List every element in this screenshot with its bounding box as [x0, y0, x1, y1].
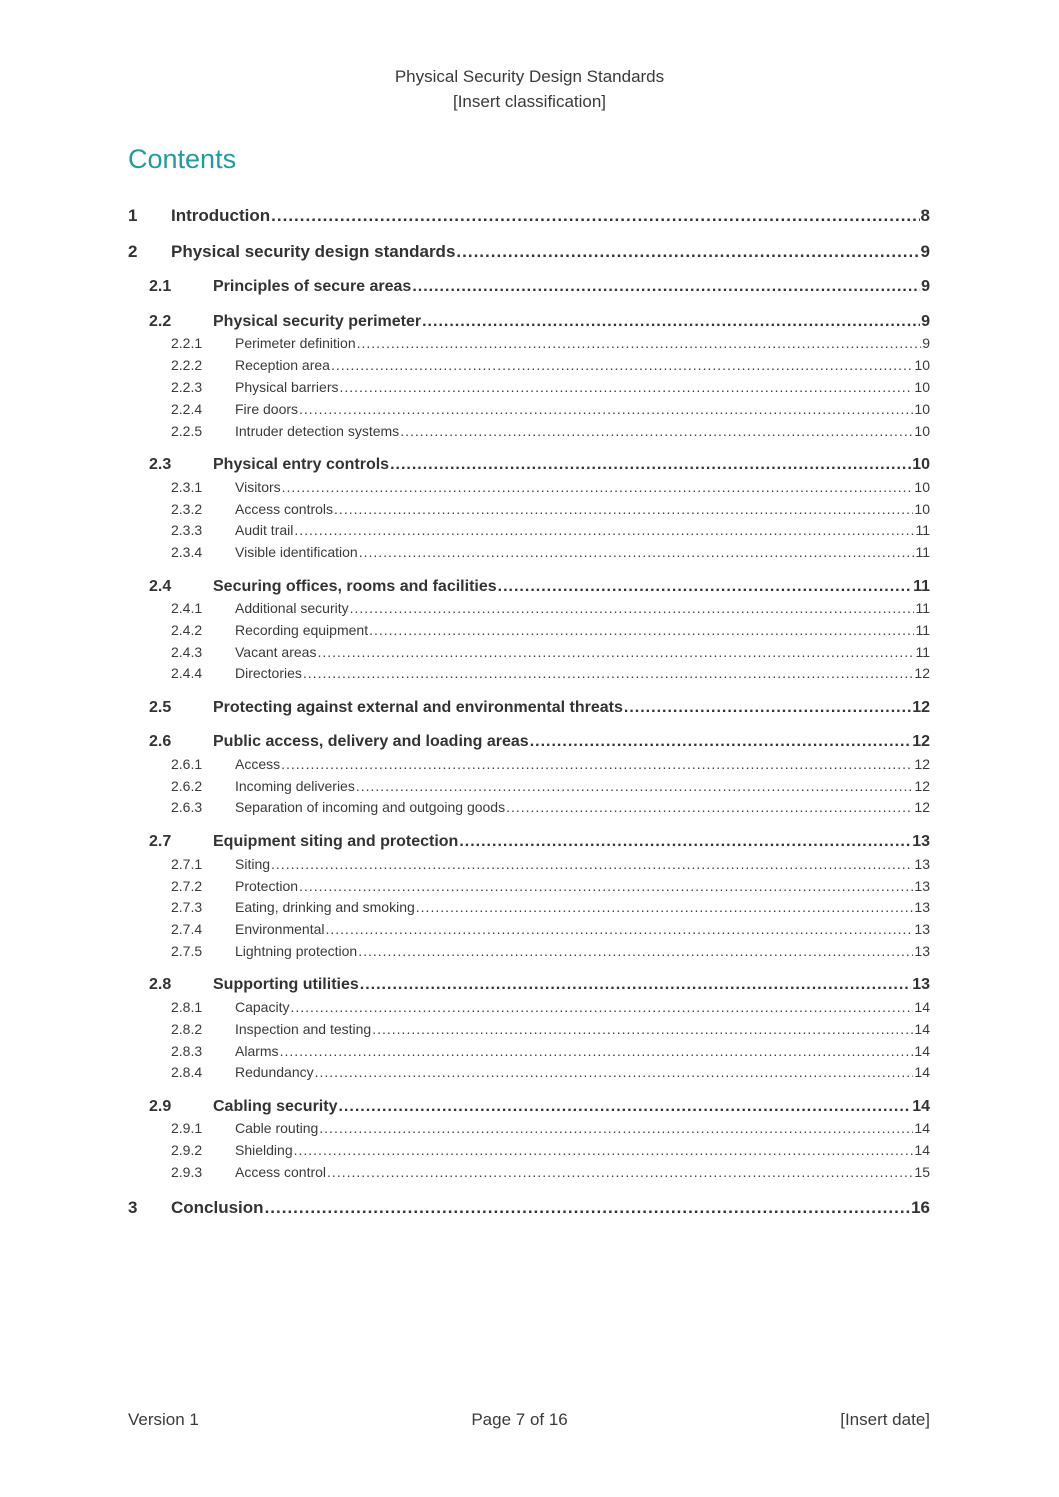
toc-dot-leader [315, 1064, 914, 1080]
toc-entry-page: 9 [920, 242, 930, 261]
toc-entry-level-3[interactable] [128, 856, 930, 872]
toc-entry-level-2[interactable] [128, 733, 930, 751]
toc-entry-page: 12 [912, 733, 930, 750]
toc-entry-page: 12 [914, 799, 930, 815]
toc-entry-level-3[interactable] [128, 357, 930, 373]
toc-entry-title: Cable routing [235, 1120, 319, 1136]
toc-entry-title: Inspection and testing [235, 1021, 372, 1037]
toc-entry-title: Additional security [235, 600, 349, 616]
toc-entry-number: 2.7.4 [171, 921, 235, 937]
toc-entry-page: 15 [914, 1164, 930, 1180]
toc-entry-page: 11 [915, 622, 930, 638]
toc-entry-page: 10 [914, 479, 930, 495]
toc-entry-page: 12 [914, 665, 930, 681]
toc-dot-leader [271, 856, 913, 872]
toc-dot-leader [317, 644, 914, 660]
toc-entry-title: Lightning protection [235, 943, 358, 959]
toc-entry-title: Vacant areas [235, 644, 317, 660]
toc-entry-title: Perimeter definition [235, 335, 356, 351]
footer-version: Version 1 [128, 1410, 199, 1429]
header-title: Physical Security Design Standards [394, 67, 665, 86]
toc-dot-leader [358, 943, 913, 959]
toc-entry-number: 2.3 [149, 456, 213, 474]
toc-entry-page: 14 [914, 1120, 930, 1136]
toc-dot-leader [416, 899, 914, 915]
toc-entry-title: Equipment siting and protection [213, 833, 459, 850]
toc-entry-level-3[interactable] [128, 999, 930, 1015]
toc-entry-title: Principles of secure areas [213, 278, 412, 295]
toc-entry-number: 2.6.3 [171, 799, 235, 815]
toc-entry-title: Directories [235, 665, 302, 681]
toc-entry-title: Shielding [235, 1142, 293, 1158]
toc-entry-page: 12 [914, 756, 930, 772]
toc-dot-leader [282, 479, 914, 495]
toc-entry-number: 2.9.3 [171, 1164, 235, 1180]
document-footer [128, 1410, 930, 1430]
toc-entry-title: Access controls [235, 501, 334, 517]
toc-entry-number: 2.4.3 [171, 644, 235, 660]
toc-dot-leader [271, 206, 919, 226]
toc-entry-page: 12 [912, 699, 930, 716]
toc-entry-title: Siting [235, 856, 271, 872]
toc-entry-title: Fire doors [235, 401, 299, 417]
toc-entry-title: Protection [235, 878, 299, 894]
toc-entry-page: 9 [922, 335, 930, 351]
toc-entry-level-3[interactable] [128, 423, 930, 439]
toc-entry-title: Capacity [235, 999, 290, 1015]
toc-entry-page: 14 [912, 1098, 930, 1115]
toc-entry-level-3[interactable] [128, 622, 930, 638]
toc-dot-leader [400, 423, 913, 439]
toc-dot-leader [360, 976, 911, 994]
toc-entry-page: 10 [912, 456, 930, 473]
toc-entry-level-3[interactable] [128, 522, 930, 538]
toc-entry-level-3[interactable] [128, 401, 930, 417]
toc-dot-leader [338, 1098, 911, 1116]
toc-dot-leader [372, 1021, 913, 1037]
toc-entry-number: 2.9.1 [171, 1120, 235, 1136]
toc-entry-level-2[interactable] [128, 833, 930, 851]
toc-dot-leader [299, 401, 913, 417]
toc-entry-number: 2.8.4 [171, 1064, 235, 1080]
toc-dot-leader [350, 600, 915, 616]
toc-entry-number: 2.2.3 [171, 379, 235, 395]
toc-entry-title: Access control [235, 1164, 327, 1180]
toc-entry-title: Conclusion [171, 1198, 264, 1217]
toc-entry-number: 2.3.1 [171, 479, 235, 495]
toc-dot-leader [339, 379, 913, 395]
toc-entry-number: 2.4.4 [171, 665, 235, 681]
toc-entry-number: 2.6.2 [171, 778, 235, 794]
toc-entry-page: 13 [912, 976, 930, 993]
toc-entry-title: Environmental [235, 921, 325, 937]
toc-entry-number: 2.7.3 [171, 899, 235, 915]
toc-entry-number: 2 [128, 242, 171, 262]
toc-dot-leader [459, 833, 911, 851]
toc-entry-page: 12 [914, 778, 930, 794]
toc-entry-number: 2.8.2 [171, 1021, 235, 1037]
toc-dot-leader [412, 278, 920, 296]
toc-dot-leader [265, 1198, 911, 1218]
footer-page-number: Page 7 of 16 [471, 1410, 568, 1429]
toc-dot-leader [294, 522, 914, 538]
toc-entry-number: 2.2.5 [171, 423, 235, 439]
toc-dot-leader [299, 878, 913, 894]
toc-entry-level-2[interactable] [128, 1098, 930, 1116]
toc-dot-leader [624, 699, 911, 717]
toc-entry-title: Reception area [235, 357, 330, 373]
toc-dot-leader [326, 921, 914, 937]
toc-entry-title: Recording equipment [235, 622, 369, 638]
toc-entry-number: 3 [128, 1198, 171, 1218]
toc-entry-page: 11 [915, 644, 930, 660]
toc-entry-title: Cabling security [213, 1098, 338, 1115]
toc-entry-level-2[interactable] [128, 976, 930, 994]
toc-entry-level-3[interactable] [128, 921, 930, 937]
document-header [0, 64, 1059, 114]
toc-entry-level-3[interactable] [128, 1043, 930, 1059]
toc-entry-number: 2.1 [149, 278, 213, 296]
toc-entry-number: 2.2.1 [171, 335, 235, 351]
toc-dot-leader [334, 501, 913, 517]
toc-entry-level-3[interactable] [128, 479, 930, 495]
toc-entry-title: Securing offices, rooms and facilities [213, 578, 497, 595]
toc-dot-leader [327, 1164, 913, 1180]
toc-entry-page: 14 [914, 1043, 930, 1059]
toc-entry-title: Public access, delivery and loading areas [213, 733, 529, 750]
toc-entry-level-3[interactable] [128, 1064, 930, 1080]
toc-entry-page: 13 [914, 878, 930, 894]
toc-entry-number: 2.7 [149, 833, 213, 851]
toc-dot-leader [290, 999, 913, 1015]
toc-entry-page: 13 [914, 856, 930, 872]
toc-entry-page: 10 [914, 401, 930, 417]
toc-entry-number: 2.4.1 [171, 600, 235, 616]
toc-entry-page: 10 [914, 423, 930, 439]
toc-entry-page: 11 [915, 600, 930, 616]
toc-entry-level-2[interactable] [128, 313, 930, 331]
toc-entry-page: 11 [913, 578, 930, 595]
page-title: Contents [128, 144, 237, 174]
toc-entry-level-3[interactable] [128, 899, 930, 915]
toc-dot-leader [280, 1043, 914, 1059]
toc-entry-level-3[interactable] [128, 544, 930, 560]
toc-dot-leader [319, 1120, 913, 1136]
toc-entry-level-3[interactable] [128, 379, 930, 395]
toc-entry-level-2[interactable] [128, 699, 930, 717]
toc-entry-title: Physical security perimeter [213, 313, 422, 330]
toc-entry-page: 9 [921, 313, 930, 330]
toc-entry-title: Eating, drinking and smoking [235, 899, 415, 915]
toc-entry-level-3[interactable] [128, 644, 930, 660]
toc-entry-title: Incoming deliveries [235, 778, 355, 794]
toc-entry-title: Visible identification [235, 544, 358, 560]
toc-entry-number: 2.7.2 [171, 878, 235, 894]
toc-entry-level-2[interactable] [128, 278, 930, 296]
toc-entry-page: 13 [914, 899, 930, 915]
toc-dot-leader [303, 665, 914, 681]
toc-dot-leader [331, 357, 913, 373]
toc-entry-number: 2.6.1 [171, 756, 235, 772]
toc-dot-leader [422, 313, 920, 331]
toc-entry-number: 2.2.2 [171, 357, 235, 373]
footer-date: [Insert date] [840, 1410, 930, 1429]
toc-entry-title: Physical security design standards [171, 242, 456, 261]
toc-entry-title: Protecting against external and environmental threats [213, 699, 623, 716]
toc-entry-number: 2.9.2 [171, 1142, 235, 1158]
toc-entry-page: 14 [914, 1064, 930, 1080]
toc-entry-page: 9 [921, 278, 930, 295]
toc-entry-page: 13 [912, 833, 930, 850]
toc-entry-title: Physical entry controls [213, 456, 390, 473]
toc-entry-page: 11 [915, 544, 930, 560]
toc-entry-page: 13 [914, 921, 930, 937]
toc-dot-leader [294, 1142, 914, 1158]
toc-dot-leader [359, 544, 915, 560]
toc-entry-number: 2.7.5 [171, 943, 235, 959]
toc-entry-number: 2.4.2 [171, 622, 235, 638]
toc-entry-level-3[interactable] [128, 1164, 930, 1180]
toc-entry-title: Audit trail [235, 522, 294, 538]
toc-entry-level-3[interactable] [128, 756, 930, 772]
toc-entry-title: Access [235, 756, 281, 772]
toc-entry-number: 2.3.2 [171, 501, 235, 517]
toc-entry-level-1[interactable] [128, 1198, 930, 1218]
toc-entry-number: 2.7.1 [171, 856, 235, 872]
toc-entry-number: 2.9 [149, 1098, 213, 1116]
toc-entry-title: Redundancy [235, 1064, 314, 1080]
toc-entry-number: 2.3.3 [171, 522, 235, 538]
toc-dot-leader [281, 756, 913, 772]
toc-entry-level-3[interactable] [128, 878, 930, 894]
toc-entry-page: 8 [920, 206, 930, 225]
toc-entry-level-2[interactable] [128, 578, 930, 596]
toc-entry-level-3[interactable] [128, 799, 930, 815]
toc-entry-page: 11 [915, 522, 930, 538]
toc-entry-level-1[interactable] [128, 206, 930, 226]
toc-entry-level-3[interactable] [128, 778, 930, 794]
toc-entry-level-1[interactable] [128, 242, 930, 262]
toc-entry-number: 2.4 [149, 578, 213, 596]
toc-entry-level-2[interactable] [128, 456, 930, 474]
toc-dot-leader [456, 242, 919, 262]
toc-dot-leader [498, 578, 912, 596]
header-classification: [Insert classification] [452, 92, 607, 111]
toc-entry-page: 13 [914, 943, 930, 959]
toc-entry-level-3[interactable] [128, 1142, 930, 1158]
toc-dot-leader [506, 799, 913, 815]
toc-entry-level-3[interactable] [128, 501, 930, 517]
toc-entry-number: 2.6 [149, 733, 213, 751]
toc-entry-level-3[interactable] [128, 335, 930, 351]
toc-entry-number: 1 [128, 206, 171, 226]
toc-entry-page: 14 [914, 1021, 930, 1037]
toc-dot-leader [356, 778, 914, 794]
toc-entry-page: 14 [914, 999, 930, 1015]
toc-entry-level-3[interactable] [128, 665, 930, 681]
toc-dot-leader [530, 733, 912, 751]
toc-entry-page: 10 [914, 379, 930, 395]
toc-entry-number: 2.5 [149, 699, 213, 717]
toc-entry-title: Visitors [235, 479, 281, 495]
toc-dot-leader [357, 335, 922, 351]
toc-entry-title: Alarms [235, 1043, 279, 1059]
toc-entry-title: Introduction [171, 206, 271, 225]
toc-entry-page: 10 [914, 357, 930, 373]
toc-entry-number: 2.2.4 [171, 401, 235, 417]
toc-entry-title: Supporting utilities [213, 976, 359, 993]
toc-entry-number: 2.8.3 [171, 1043, 235, 1059]
toc-entry-page: 14 [914, 1142, 930, 1158]
toc-entry-number: 2.2 [149, 313, 213, 331]
toc-entry-page: 10 [914, 501, 930, 517]
toc-entry-number: 2.3.4 [171, 544, 235, 560]
toc-entry-page: 16 [911, 1198, 930, 1217]
toc-entry-level-3[interactable] [128, 1120, 930, 1136]
toc-entry-level-3[interactable] [128, 600, 930, 616]
toc-dot-leader [369, 622, 914, 638]
toc-entry-number: 2.8 [149, 976, 213, 994]
toc-entry-title: Separation of incoming and outgoing goods [235, 799, 506, 815]
toc-entry-title: Intruder detection systems [235, 423, 400, 439]
toc-entry-level-3[interactable] [128, 943, 930, 959]
toc-entry-number: 2.8.1 [171, 999, 235, 1015]
toc-entry-title: Physical barriers [235, 379, 339, 395]
toc-entry-level-3[interactable] [128, 1021, 930, 1037]
toc-dot-leader [390, 456, 911, 474]
